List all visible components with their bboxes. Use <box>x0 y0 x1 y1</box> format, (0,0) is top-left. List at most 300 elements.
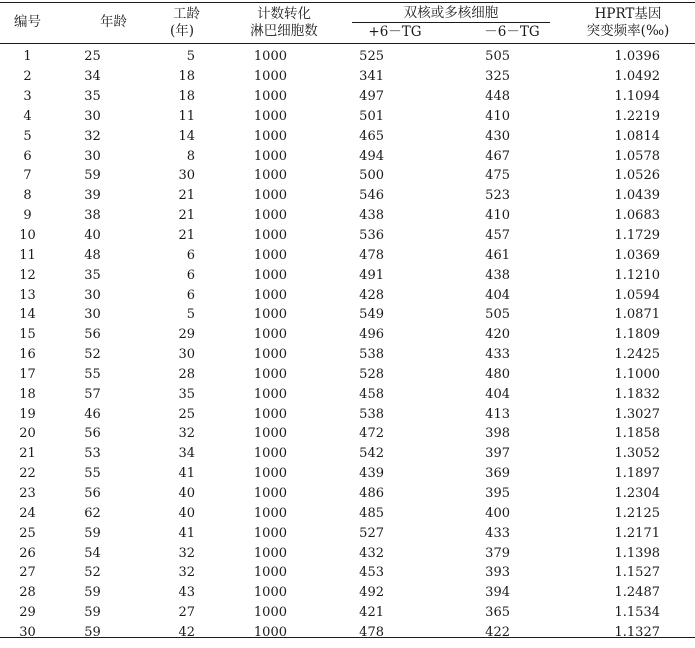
table-row <box>0 603 685 623</box>
cell-value: 8 <box>23 188 32 204</box>
cell-value: 1000 <box>253 108 287 124</box>
cell-age <box>55 523 130 543</box>
cell-value: 1.0594 <box>614 287 660 303</box>
cell-value: 422 <box>485 624 510 640</box>
cell-value: 1000 <box>253 247 287 263</box>
cell-value: 30 <box>84 307 101 323</box>
cell-value: 536 <box>359 228 384 244</box>
cell-value: 42 <box>178 624 195 640</box>
cell-serial <box>0 305 55 325</box>
cell-value: 29 <box>178 327 195 343</box>
table-row <box>0 126 685 146</box>
cell-value: 52 <box>84 565 101 581</box>
cell-hprt-frequency <box>540 365 685 385</box>
cell-value: 549 <box>359 307 384 323</box>
cell-minus-tg <box>400 186 540 206</box>
cell-serial <box>0 543 55 563</box>
cell-plus-tg <box>295 563 400 583</box>
table-row <box>0 226 685 246</box>
cell-minus-tg <box>400 464 540 484</box>
cell-value: 538 <box>359 406 384 422</box>
cell-hprt-frequency <box>540 206 685 226</box>
cell-value: 5 <box>23 128 32 144</box>
cell-plus-tg <box>295 464 400 484</box>
cell-count <box>195 146 295 166</box>
cell-value: 505 <box>485 307 510 323</box>
cell-value: 35 <box>178 386 195 402</box>
cell-count <box>195 523 295 543</box>
cell-value: 21 <box>178 228 195 244</box>
bottom-rule <box>0 637 695 638</box>
table-row <box>0 87 685 107</box>
cell-value: 54 <box>84 545 101 561</box>
cell-value: 394 <box>485 585 510 601</box>
cell-hprt-frequency <box>540 166 685 186</box>
cell-value: 7 <box>23 168 32 184</box>
cell-seniority <box>130 107 195 127</box>
cell-value: 404 <box>485 287 510 303</box>
cell-minus-tg <box>400 47 540 67</box>
cell-count <box>195 285 295 305</box>
cell-seniority <box>130 325 195 345</box>
cell-value: 438 <box>485 267 510 283</box>
cell-seniority <box>130 245 195 265</box>
cell-value: 55 <box>84 366 101 382</box>
cell-value: 1000 <box>253 466 287 482</box>
cell-seniority <box>130 87 195 107</box>
cell-value: 1000 <box>253 505 287 521</box>
cell-serial <box>0 166 55 186</box>
cell-value: 2 <box>23 69 32 85</box>
cell-serial <box>0 67 55 87</box>
table-row <box>0 404 685 424</box>
cell-value: 1000 <box>253 366 287 382</box>
cell-value: 1.1832 <box>614 386 660 402</box>
cell-seniority <box>130 444 195 464</box>
cell-minus-tg <box>400 444 540 464</box>
cell-hprt-frequency <box>540 424 685 444</box>
cell-plus-tg <box>295 603 400 623</box>
cell-value: 430 <box>485 128 510 144</box>
cell-serial <box>0 583 55 603</box>
cell-value: 453 <box>359 565 384 581</box>
cell-value: 48 <box>84 247 101 263</box>
cell-value: 1000 <box>253 327 287 343</box>
cell-seniority <box>130 464 195 484</box>
cell-age <box>55 245 130 265</box>
cell-age <box>55 325 130 345</box>
cell-count <box>195 424 295 444</box>
cell-value: 43 <box>178 585 195 601</box>
table-row <box>0 484 685 504</box>
cell-value: 26 <box>19 545 36 561</box>
cell-value: 1.2171 <box>614 525 660 541</box>
cell-age <box>55 583 130 603</box>
cell-minus-tg <box>400 384 540 404</box>
table-row <box>0 305 685 325</box>
cell-minus-tg <box>400 345 540 365</box>
cell-value: 38 <box>84 208 101 224</box>
cell-hprt-frequency <box>540 345 685 365</box>
cell-plus-tg <box>295 503 400 523</box>
cell-count <box>195 583 295 603</box>
group-underline <box>352 22 550 23</box>
cell-age <box>55 166 130 186</box>
cell-serial <box>0 265 55 285</box>
cell-plus-tg <box>295 345 400 365</box>
cell-value: 18 <box>19 386 36 402</box>
header-count-2: 淋巴细胞数 <box>250 23 318 39</box>
cell-value: 1 <box>23 49 32 65</box>
cell-value: 1000 <box>253 188 287 204</box>
cell-age <box>55 226 130 246</box>
cell-plus-tg <box>295 126 400 146</box>
cell-value: 27 <box>19 565 36 581</box>
cell-value: 369 <box>485 466 510 482</box>
header-age: 年龄 <box>100 14 127 30</box>
cell-plus-tg <box>295 47 400 67</box>
cell-value: 1.1897 <box>614 466 660 482</box>
cell-age <box>55 47 130 67</box>
cell-serial <box>0 523 55 543</box>
cell-serial <box>0 424 55 444</box>
cell-minus-tg <box>400 126 540 146</box>
cell-serial <box>0 464 55 484</box>
cell-count <box>195 325 295 345</box>
cell-value: 32 <box>178 565 195 581</box>
cell-value: 6 <box>186 267 195 283</box>
cell-value: 11 <box>178 108 195 124</box>
cell-value: 59 <box>84 168 101 184</box>
header-serial: 编号 <box>14 14 41 30</box>
cell-value: 1.0396 <box>614 49 660 65</box>
cell-plus-tg <box>295 107 400 127</box>
table-row <box>0 265 685 285</box>
cell-value: 523 <box>485 188 510 204</box>
cell-plus-tg <box>295 365 400 385</box>
cell-value: 1000 <box>253 605 287 621</box>
cell-value: 39 <box>84 188 101 204</box>
cell-value: 62 <box>84 505 101 521</box>
cell-value: 1.0683 <box>614 208 660 224</box>
cell-serial <box>0 345 55 365</box>
cell-value: 40 <box>84 228 101 244</box>
cell-value: 1000 <box>253 128 287 144</box>
cell-value: 22 <box>19 466 36 482</box>
table-row <box>0 285 685 305</box>
cell-plus-tg <box>295 206 400 226</box>
cell-serial <box>0 603 55 623</box>
cell-seniority <box>130 603 195 623</box>
cell-value: 56 <box>84 327 101 343</box>
cell-plus-tg <box>295 186 400 206</box>
cell-value: 1.2304 <box>614 485 660 501</box>
table-row <box>0 444 685 464</box>
cell-value: 410 <box>485 208 510 224</box>
cell-value: 5 <box>186 49 195 65</box>
cell-value: 461 <box>485 247 510 263</box>
cell-age <box>55 563 130 583</box>
cell-value: 365 <box>485 605 510 621</box>
cell-value: 28 <box>19 585 36 601</box>
cell-hprt-frequency <box>540 543 685 563</box>
cell-value: 413 <box>485 406 510 422</box>
cell-count <box>195 563 295 583</box>
cell-age <box>55 206 130 226</box>
cell-minus-tg <box>400 206 540 226</box>
cell-value: 1000 <box>253 267 287 283</box>
cell-age <box>55 365 130 385</box>
cell-plus-tg <box>295 543 400 563</box>
cell-value: 10 <box>19 228 36 244</box>
cell-hprt-frequency <box>540 146 685 166</box>
cell-seniority <box>130 365 195 385</box>
cell-serial <box>0 384 55 404</box>
cell-value: 23 <box>19 485 36 501</box>
cell-value: 20 <box>19 426 36 442</box>
cell-plus-tg <box>295 523 400 543</box>
cell-value: 15 <box>19 327 36 343</box>
cell-value: 32 <box>178 545 195 561</box>
table-row <box>0 107 685 127</box>
cell-value: 30 <box>84 108 101 124</box>
cell-value: 1.3027 <box>614 406 660 422</box>
cell-count <box>195 404 295 424</box>
cell-value: 30 <box>178 347 195 363</box>
cell-value: 1000 <box>253 485 287 501</box>
cell-seniority <box>130 146 195 166</box>
cell-value: 433 <box>485 347 510 363</box>
cell-age <box>55 404 130 424</box>
cell-serial <box>0 107 55 127</box>
header-count-1: 计数转化 <box>257 6 311 22</box>
cell-plus-tg <box>295 384 400 404</box>
cell-count <box>195 503 295 523</box>
cell-hprt-frequency <box>540 444 685 464</box>
cell-seniority <box>130 47 195 67</box>
cell-seniority <box>130 484 195 504</box>
cell-value: 35 <box>84 267 101 283</box>
cell-plus-tg <box>295 484 400 504</box>
cell-age <box>55 265 130 285</box>
cell-count <box>195 226 295 246</box>
cell-value: 395 <box>485 485 510 501</box>
table-row <box>0 186 685 206</box>
cell-value: 404 <box>485 386 510 402</box>
cell-value: 6 <box>186 247 195 263</box>
cell-minus-tg <box>400 146 540 166</box>
table-row <box>0 543 685 563</box>
cell-value: 472 <box>359 426 384 442</box>
cell-count <box>195 126 295 146</box>
cell-value: 34 <box>178 446 195 462</box>
cell-seniority <box>130 166 195 186</box>
cell-minus-tg <box>400 622 540 642</box>
header-minus-tg: －6－TG <box>484 24 540 40</box>
cell-hprt-frequency <box>540 404 685 424</box>
cell-value: 25 <box>84 49 101 65</box>
cell-plus-tg <box>295 226 400 246</box>
cell-value: 1.1809 <box>614 327 660 343</box>
cell-value: 41 <box>178 525 195 541</box>
cell-value: 1000 <box>253 624 287 640</box>
cell-value: 56 <box>84 426 101 442</box>
cell-plus-tg <box>295 67 400 87</box>
cell-serial <box>0 484 55 504</box>
cell-age <box>55 67 130 87</box>
cell-age <box>55 126 130 146</box>
cell-minus-tg <box>400 245 540 265</box>
cell-seniority <box>130 583 195 603</box>
cell-value: 40 <box>178 505 195 521</box>
cell-value: 1000 <box>253 426 287 442</box>
cell-value: 1.0439 <box>614 188 660 204</box>
cell-value: 30 <box>19 624 36 640</box>
cell-value: 53 <box>84 446 101 462</box>
cell-value: 9 <box>23 208 32 224</box>
cell-minus-tg <box>400 563 540 583</box>
cell-minus-tg <box>400 305 540 325</box>
cell-value: 1000 <box>253 307 287 323</box>
cell-value: 32 <box>84 128 101 144</box>
cell-hprt-frequency <box>540 484 685 504</box>
cell-count <box>195 265 295 285</box>
cell-value: 1.1094 <box>614 89 660 105</box>
cell-value: 1.0369 <box>614 247 660 263</box>
cell-value: 393 <box>485 565 510 581</box>
cell-value: 6 <box>186 287 195 303</box>
cell-serial <box>0 622 55 642</box>
cell-value: 6 <box>23 148 32 164</box>
cell-value: 46 <box>84 406 101 422</box>
cell-count <box>195 484 295 504</box>
cell-age <box>55 603 130 623</box>
cell-value: 1.1534 <box>614 605 660 621</box>
cell-value: 500 <box>359 168 384 184</box>
cell-seniority <box>130 186 195 206</box>
cell-age <box>55 464 130 484</box>
cell-serial <box>0 325 55 345</box>
cell-age <box>55 345 130 365</box>
cell-value: 397 <box>485 446 510 462</box>
cell-serial <box>0 206 55 226</box>
cell-hprt-frequency <box>540 622 685 642</box>
cell-serial <box>0 146 55 166</box>
table-row <box>0 245 685 265</box>
cell-value: 5 <box>186 307 195 323</box>
cell-value: 14 <box>178 128 195 144</box>
cell-minus-tg <box>400 67 540 87</box>
cell-value: 30 <box>178 168 195 184</box>
table-row <box>0 464 685 484</box>
header-group: 双核或多核细胞 <box>403 5 499 21</box>
cell-value: 59 <box>84 624 101 640</box>
cell-seniority <box>130 503 195 523</box>
cell-value: 1000 <box>253 89 287 105</box>
cell-count <box>195 107 295 127</box>
cell-count <box>195 365 295 385</box>
cell-plus-tg <box>295 325 400 345</box>
cell-value: 501 <box>359 108 384 124</box>
cell-plus-tg <box>295 622 400 642</box>
cell-value: 3 <box>23 89 32 105</box>
cell-value: 11 <box>19 247 36 263</box>
cell-age <box>55 107 130 127</box>
cell-value: 1000 <box>253 585 287 601</box>
cell-hprt-frequency <box>540 603 685 623</box>
cell-serial <box>0 87 55 107</box>
cell-value: 19 <box>19 406 36 422</box>
cell-plus-tg <box>295 444 400 464</box>
cell-value: 16 <box>19 347 36 363</box>
cell-value: 28 <box>178 366 195 382</box>
cell-value: 18 <box>178 89 195 105</box>
cell-value: 432 <box>359 545 384 561</box>
cell-value: 14 <box>19 307 36 323</box>
cell-value: 410 <box>485 108 510 124</box>
cell-value: 421 <box>359 605 384 621</box>
cell-seniority <box>130 265 195 285</box>
cell-value: 475 <box>485 168 510 184</box>
cell-value: 1.1327 <box>614 624 660 640</box>
cell-value: 27 <box>178 605 195 621</box>
cell-value: 1.3052 <box>614 446 660 462</box>
cell-value: 433 <box>485 525 510 541</box>
table-row <box>0 523 685 543</box>
cell-count <box>195 345 295 365</box>
cell-value: 1000 <box>253 168 287 184</box>
cell-serial <box>0 563 55 583</box>
cell-age <box>55 444 130 464</box>
data-table <box>0 47 685 642</box>
header-seniority-1: 工龄 <box>173 6 200 22</box>
cell-hprt-frequency <box>540 87 685 107</box>
cell-value: 21 <box>178 188 195 204</box>
cell-value: 1.2425 <box>614 347 660 363</box>
cell-value: 438 <box>359 208 384 224</box>
cell-value: 1000 <box>253 565 287 581</box>
cell-value: 1000 <box>253 228 287 244</box>
cell-plus-tg <box>295 245 400 265</box>
cell-value: 1.1527 <box>614 565 660 581</box>
cell-plus-tg <box>295 404 400 424</box>
cell-age <box>55 503 130 523</box>
cell-value: 1.2487 <box>614 585 660 601</box>
cell-value: 528 <box>359 366 384 382</box>
cell-minus-tg <box>400 87 540 107</box>
cell-value: 18 <box>178 69 195 85</box>
cell-value: 1.1398 <box>614 545 660 561</box>
cell-hprt-frequency <box>540 47 685 67</box>
table-row <box>0 365 685 385</box>
cell-plus-tg <box>295 265 400 285</box>
cell-age <box>55 424 130 444</box>
table-row <box>0 563 685 583</box>
cell-seniority <box>130 622 195 642</box>
cell-count <box>195 543 295 563</box>
cell-value: 24 <box>19 505 36 521</box>
cell-minus-tg <box>400 265 540 285</box>
cell-value: 1.1729 <box>614 228 660 244</box>
cell-hprt-frequency <box>540 325 685 345</box>
cell-seniority <box>130 226 195 246</box>
cell-count <box>195 186 295 206</box>
cell-value: 457 <box>485 228 510 244</box>
cell-value: 325 <box>485 69 510 85</box>
cell-hprt-frequency <box>540 126 685 146</box>
cell-value: 1.0578 <box>614 148 660 164</box>
cell-hprt-frequency <box>540 305 685 325</box>
